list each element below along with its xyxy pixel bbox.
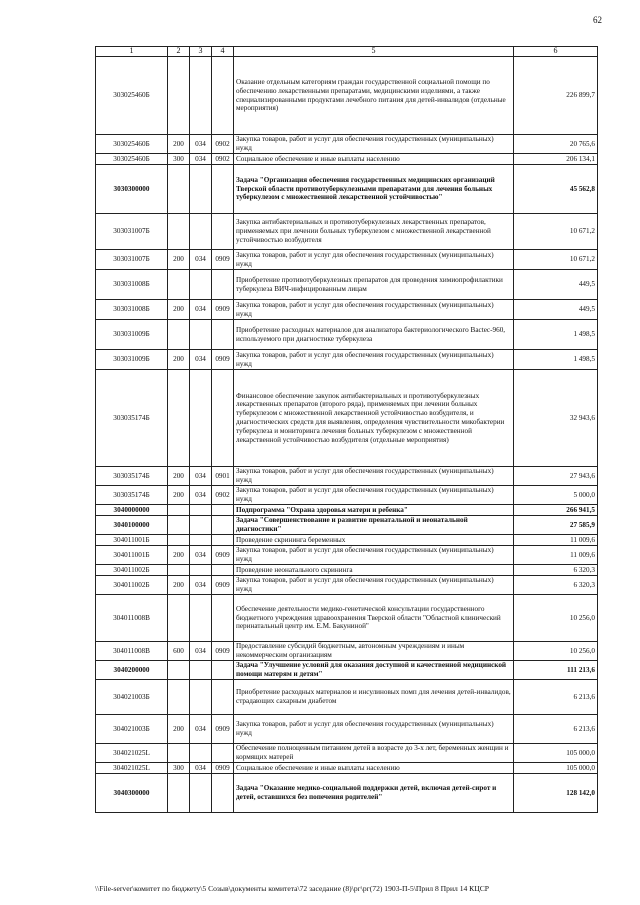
row-pr [212,57,234,135]
row-code: 303025460Б [96,154,168,165]
row-rz: 034 [190,350,212,370]
row-vr [168,165,190,214]
row-pr: 0902 [212,154,234,165]
row-vr [168,774,190,813]
row-rz [190,320,212,350]
table-row [96,165,598,214]
row-code: 304011008В [96,595,168,642]
row-rz: 034 [190,486,212,505]
row-description: Задача "Совершенствование и развитие пренатальной и неонатальной диагностики" [234,516,514,535]
row-description: Задача "Улучшение условий для оказания доступной и качественной медицинской помощи матерям и детям" [234,661,514,680]
row-amount: 6 213,6 [514,680,598,715]
table-row [96,350,598,370]
row-vr: 200 [168,135,190,154]
row-rz: 034 [190,467,212,486]
row-pr [212,214,234,250]
row-amount: 10 671,2 [514,214,598,250]
row-pr: 0902 [212,135,234,154]
row-code: 303031007Б [96,250,168,270]
table-row [96,546,598,565]
row-code: 3040300000 [96,774,168,813]
row-description: Закупка товаров, работ и услуг для обеспечения государственных (муниципальных) нужд [234,250,514,270]
table-row [96,642,598,661]
row-vr: 200 [168,576,190,595]
row-code: 303031009Б [96,350,168,370]
row-vr [168,535,190,546]
row-rz: 034 [190,135,212,154]
row-vr: 300 [168,763,190,774]
row-description: Закупка антибактериальных и противотуберкулезных лекарственных препаратов, применяемых при лечении больных туберкулезом с множественной лекарственной устойчивостью возбудителя [234,214,514,250]
row-amount: 128 142,0 [514,774,598,813]
row-description: Приобретение расходных материалов для анализатора бактериологического Bactec-960, используемого при диагностике туберкулеза [234,320,514,350]
table-row [96,565,598,576]
row-code: 303031009Б [96,320,168,350]
table-row [96,270,598,300]
row-code: 304011001Б [96,546,168,565]
table-row [96,486,598,505]
page-number: 62 [593,15,602,25]
table-row [96,661,598,680]
row-rz: 034 [190,642,212,661]
row-vr: 200 [168,350,190,370]
row-amount: 45 562,8 [514,165,598,214]
row-pr: 0902 [212,486,234,505]
header-col-3: 3 [190,47,212,57]
row-code: 303035174Б [96,486,168,505]
row-amount: 1 498,5 [514,350,598,370]
row-amount: 6 320,3 [514,576,598,595]
row-amount: 11 009,6 [514,546,598,565]
row-code: 303031007Б [96,214,168,250]
row-code: 3040200000 [96,661,168,680]
row-vr: 200 [168,546,190,565]
row-vr: 600 [168,642,190,661]
row-description: Закупка товаров, работ и услуг для обеспечения государственных (муниципальных) нужд [234,350,514,370]
row-description: Задача "Организация обеспечения государственных медицинских организаций Тверской области противотуберкулезными препаратами для лечения больных туберкулезом с множественной лекарственной устойчивостью" [234,165,514,214]
row-rz [190,57,212,135]
header-col-2: 2 [168,47,190,57]
row-vr [168,661,190,680]
row-amount: 105 000,0 [514,763,598,774]
row-amount: 105 000,0 [514,744,598,763]
row-description: Социальное обеспечение и иные выплаты населению [234,154,514,165]
row-amount: 27 943,6 [514,467,598,486]
row-rz [190,744,212,763]
header-col-5: 5 [234,47,514,57]
row-pr: 0901 [212,467,234,486]
row-code: 304021025L [96,744,168,763]
row-code: 303031008Б [96,300,168,320]
row-amount: 226 899,7 [514,57,598,135]
table-row [96,715,598,744]
row-rz [190,535,212,546]
row-vr: 200 [168,715,190,744]
row-rz: 034 [190,763,212,774]
row-vr [168,270,190,300]
header-col-6: 6 [514,47,598,57]
row-amount: 20 765,6 [514,135,598,154]
table-row [96,135,598,154]
row-vr [168,214,190,250]
table-row [96,763,598,774]
row-pr: 0909 [212,300,234,320]
row-pr [212,595,234,642]
row-code: 3040000000 [96,505,168,516]
table-row [96,576,598,595]
row-rz [190,270,212,300]
row-amount: 266 941,5 [514,505,598,516]
row-vr [168,565,190,576]
row-amount: 32 943,6 [514,370,598,467]
row-description: Приобретение противотуберкулезных препаратов для проведения химиопрофилактики туберкулеза ВИЧ-инфицированным лицам [234,270,514,300]
row-rz: 034 [190,250,212,270]
row-pr: 0909 [212,715,234,744]
row-code: 304011008В [96,642,168,661]
row-description: Закупка товаров, работ и услуг для обеспечения государственных (муниципальных) нужд [234,467,514,486]
row-rz: 034 [190,715,212,744]
row-amount: 27 585,9 [514,516,598,535]
row-description: Приобретение расходных материалов и инсулиновых помп для лечения детей-инвалидов, страдающих сахарным диабетом [234,680,514,715]
row-code: 304021003Б [96,715,168,744]
row-description: Оказание отдельным категориям граждан государственной социальной помощи по обеспечению лекарственными препаратами, медицинскими изделиями, а также специализированными продуктами лечебного питания для детей-инвалидов (отдельные мероприятия) [234,57,514,135]
row-rz [190,774,212,813]
row-amount: 6 320,3 [514,565,598,576]
row-code: 304011002Б [96,565,168,576]
table-row [96,214,598,250]
table-row [96,744,598,763]
row-description: Подпрограмма "Охрана здоровья матери и ребенка" [234,505,514,516]
row-description: Проведение неонатального скрининга [234,565,514,576]
row-amount: 449,5 [514,300,598,320]
row-vr [168,595,190,642]
row-vr [168,370,190,467]
row-rz [190,595,212,642]
row-rz [190,165,212,214]
row-pr [212,165,234,214]
row-vr [168,320,190,350]
table-row [96,250,598,270]
row-code: 304021003Б [96,680,168,715]
row-pr: 0909 [212,763,234,774]
row-vr [168,57,190,135]
row-code: 303031008Б [96,270,168,300]
table-row [96,370,598,467]
row-description: Обеспечение деятельности медико-генетической консультации государственного бюджетного учреждения здравоохранения Тверской области "Областной клинический перинатальный центр им. Е.М. Бакуниной" [234,595,514,642]
table-row [96,320,598,350]
row-description: Социальное обеспечение и иные выплаты населению [234,763,514,774]
row-pr: 0909 [212,250,234,270]
row-code: 3040100000 [96,516,168,535]
row-amount: 6 213,6 [514,715,598,744]
row-vr [168,505,190,516]
row-rz: 034 [190,546,212,565]
row-description: Задача "Оказание медико-социальной поддержки детей, включая детей-сирот и детей, оставшихся без попечения родителей" [234,774,514,813]
row-vr [168,516,190,535]
row-amount: 206 134,1 [514,154,598,165]
row-description: Закупка товаров, работ и услуг для обеспечения государственных (муниципальных) нужд [234,546,514,565]
row-description: Закупка товаров, работ и услуг для обеспечения государственных (муниципальных) нужд [234,135,514,154]
row-pr [212,680,234,715]
table-row [96,57,598,135]
row-pr [212,744,234,763]
row-pr: 0909 [212,350,234,370]
row-description: Финансовое обеспечение закупок антибактериальных и противотуберкулезных лекарственных препаратов (второго ряда), применяемых при лечении больных туберкулезом с множественной лекарственной устойчивостью возбудителя, и диагностических средств для выявления, определения чувствительности микобактерии туберкулеза и мониторинга лечения больных туберкулезом с множественной лекарственной устойчивостью возбудителя (отдельные мероприятия) [234,370,514,467]
row-pr: 0909 [212,642,234,661]
header-row [96,47,598,57]
row-code: 303035174Б [96,370,168,467]
row-code: 303035174Б [96,467,168,486]
row-code: 3030300000 [96,165,168,214]
table-row [96,535,598,546]
row-rz [190,505,212,516]
table-row [96,154,598,165]
row-amount: 11 009,6 [514,535,598,546]
row-vr: 200 [168,300,190,320]
row-pr [212,505,234,516]
table-row [96,505,598,516]
row-amount: 10 256,0 [514,642,598,661]
row-code: 304011001Б [96,535,168,546]
row-vr [168,744,190,763]
row-rz [190,661,212,680]
table-row [96,516,598,535]
row-description: Закупка товаров, работ и услуг для обеспечения государственных (муниципальных) нужд [234,576,514,595]
row-pr [212,535,234,546]
row-pr [212,320,234,350]
table-row [96,774,598,813]
row-pr [212,370,234,467]
table-row [96,467,598,486]
row-amount: 5 000,0 [514,486,598,505]
row-pr [212,774,234,813]
row-rz: 034 [190,576,212,595]
row-vr: 200 [168,250,190,270]
row-amount: 449,5 [514,270,598,300]
header-col-4: 4 [212,47,234,57]
table-row [96,300,598,320]
row-description: Закупка товаров, работ и услуг для обеспечения государственных (муниципальных) нужд [234,715,514,744]
row-pr: 0909 [212,576,234,595]
row-description: Закупка товаров, работ и услуг для обеспечения государственных (муниципальных) нужд [234,486,514,505]
row-description: Закупка товаров, работ и услуг для обеспечения государственных (муниципальных) нужд [234,300,514,320]
row-rz [190,370,212,467]
row-description: Предоставление субсидий бюджетным, автономным учреждениям и иным некоммерческим организациям [234,642,514,661]
row-amount: 111 213,6 [514,661,598,680]
budget-table [95,46,598,813]
table-row [96,595,598,642]
row-description: Обеспечение полноценным питанием детей в возрасте до 3-х лет, беременных женщин и кормящих матерей [234,744,514,763]
row-pr [212,661,234,680]
row-rz [190,516,212,535]
row-vr [168,680,190,715]
file-path-footer: \\File-server\комитет по бюджету\5 Созыв\документы комитета\72 заседание (8)\рг\рг(72) 1903-П-5\Прил 8 Прил 14 КЦСР [95,884,490,893]
row-pr [212,516,234,535]
row-vr: 200 [168,467,190,486]
row-code: 304021025L [96,763,168,774]
row-vr: 200 [168,486,190,505]
row-rz [190,680,212,715]
row-pr: 0909 [212,546,234,565]
row-rz [190,214,212,250]
row-code: 304011002Б [96,576,168,595]
row-pr [212,270,234,300]
header-col-1: 1 [96,47,168,57]
row-rz [190,565,212,576]
row-amount: 1 498,5 [514,320,598,350]
row-pr [212,565,234,576]
row-rz: 034 [190,300,212,320]
row-rz: 034 [190,154,212,165]
row-description: Проведение скрининга беременных [234,535,514,546]
row-code: 303025460Б [96,135,168,154]
table-row [96,680,598,715]
row-amount: 10 256,0 [514,595,598,642]
row-amount: 10 671,2 [514,250,598,270]
row-code: 303025460Б [96,57,168,135]
row-vr: 300 [168,154,190,165]
